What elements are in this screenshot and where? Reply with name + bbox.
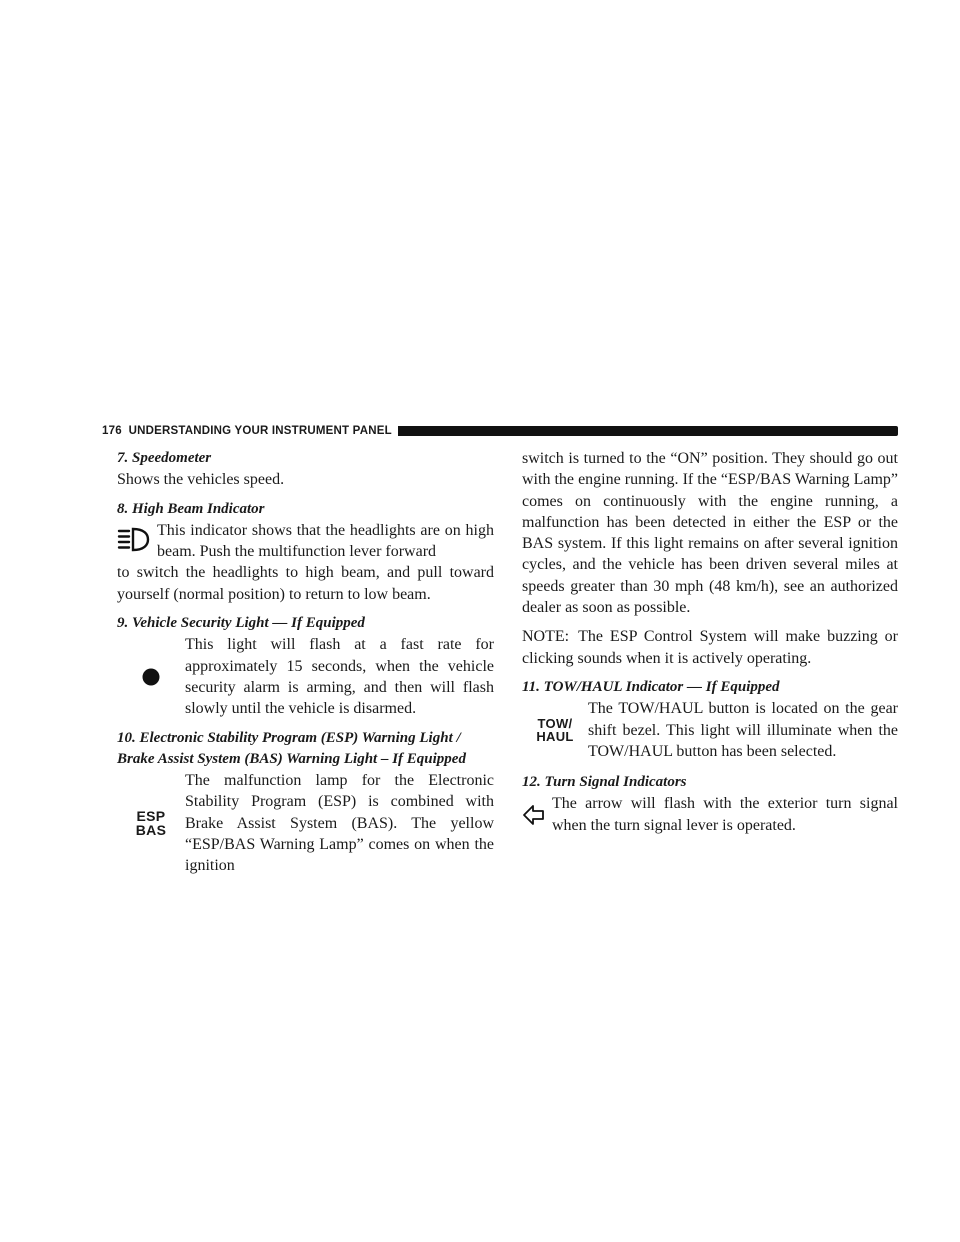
speedometer-text: Shows the vehicles speed.	[117, 471, 285, 489]
security-light-row	[117, 634, 494, 719]
bas-icon-text: BAS	[135, 822, 167, 839]
esp-icon-text: ESP	[136, 808, 166, 825]
speedometer-heading: 7. Speedometer	[117, 450, 212, 466]
section-title: UNDERSTANDING YOUR INSTRUMENT PANEL	[128, 425, 392, 437]
header-rule	[398, 426, 898, 436]
page-header	[102, 424, 898, 438]
security-light-text: This light will flash at a fast rate for approximately 15 seconds, when the vehicle security alarm is arming, and then will flash slowly until the vehicle is disarmed.	[185, 636, 494, 718]
tow-haul-heading: 11. TOW/HAUL Indicator — If Equipped	[522, 678, 780, 695]
note-paragraph	[522, 626, 898, 669]
haul-icon-text: HAUL	[536, 729, 574, 745]
page-number: 176	[102, 425, 122, 437]
esp-bas-row	[117, 770, 494, 876]
esp-bas-heading-line2: Brake Assist System (BAS) Warning Light – If Equipped	[117, 750, 466, 767]
tow-haul-text: The TOW/HAUL button is located on the gear shift bezel. This light will illuminate when the TOW/HAUL button has been selected.	[588, 700, 898, 760]
note-label: NOTE:	[522, 628, 570, 646]
page-header-text	[102, 425, 392, 437]
high-beam-row	[117, 520, 494, 563]
tow-haul-icon	[522, 698, 588, 762]
tow-icon-text: TOW/	[537, 716, 573, 732]
security-light-heading: 9. Vehicle Security Light — If Equipped	[117, 615, 365, 632]
right-column	[522, 448, 898, 836]
turn-signal-arrow-icon	[522, 793, 552, 836]
high-beam-icon	[117, 520, 157, 560]
tow-haul-row	[522, 698, 898, 762]
esp-bas-icon	[117, 770, 185, 876]
turn-signal-row	[522, 793, 898, 836]
security-light-icon	[117, 634, 185, 719]
high-beam-text: This indicator shows that the headlights are on high beam. Push the multifunction lever forward	[157, 521, 494, 561]
high-beam-text-continued: to switch the headlights to high beam, and pull toward yourself (normal position) to return to low beam.	[117, 564, 494, 603]
note-text: The ESP Control System will make buzzing or clicking sounds when it is actively operating.	[522, 628, 898, 667]
high-beam-heading: 8. High Beam Indicator	[117, 500, 265, 517]
turn-signal-heading: 12. Turn Signal Indicators	[522, 774, 687, 791]
esp-bas-text-continued: switch is turned to the “ON” position. They should go out with the engine running. If the “ESP/BAS Warning Lamp” comes on continuously with the engine running, a malfunction has been detected in either the ESP or the BAS system. If this light remains on after several ignition cycles, and the vehicle has been driven several miles at speeds greater than 30 mph (48 km/h), see an authorized dealer as soon as possible.	[522, 450, 898, 617]
left-column	[117, 448, 494, 877]
turn-signal-text: The arrow will flash with the exterior turn signal when the turn signal lever is operated.	[552, 795, 898, 834]
esp-bas-heading-line1: 10. Electronic Stability Program (ESP) Warning Light /	[117, 729, 461, 746]
esp-bas-text: The malfunction lamp for the Electronic Stability Program (ESP) is combined with Brake Assist System (BAS). The yellow “ESP/BAS Warning Lamp” comes on when the ignition	[185, 772, 494, 875]
